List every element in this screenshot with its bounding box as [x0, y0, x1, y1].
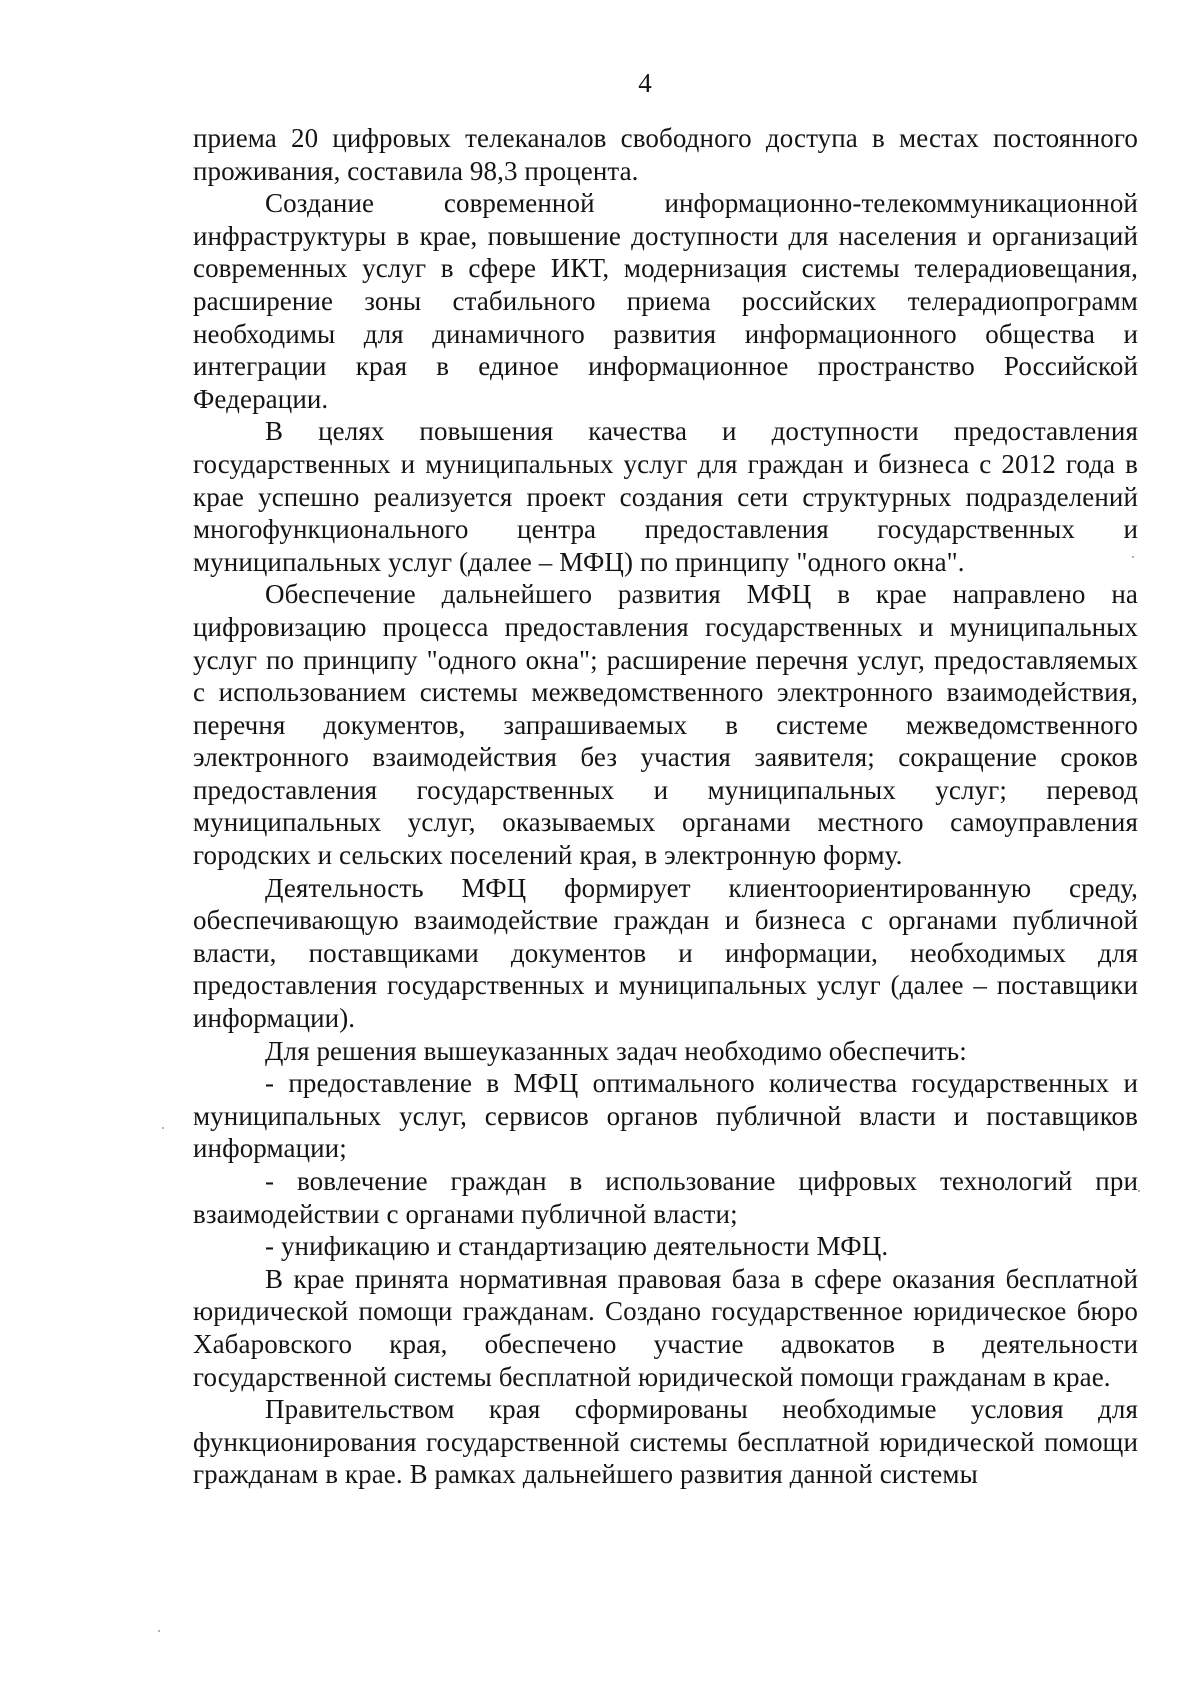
page-number: 4 — [638, 68, 652, 98]
scan-speck — [162, 1127, 164, 1129]
paragraph-tasks-intro: Для решения вышеуказанных задач необходимо обеспечить: — [265, 1035, 967, 1066]
paragraph-legal-aid-conditions: Правительством края сформированы необходимые условия для функционирования государственной системы бесплатной юридической помощи гражданам в крае. В рамках дальнейшего развития данной системы — [193, 1394, 1138, 1490]
paragraph-mfc-project: В целях повышения качества и доступности предоставления государственных и муниципальных услуг для граждан и бизнеса с 2012 года в крае успешно реализуется проект создания сети структурных подразделений многофункционального центра предоставления государственных и муниципальных услуг (далее – МФЦ) по принципу "одного окна". — [193, 416, 1138, 577]
paragraph-continuation: приема 20 цифровых телеканалов свободного доступа в местах постоянного проживания, составила 98,3 процента. — [193, 123, 1138, 186]
list-item-unification: - унификацию и стандартизацию деятельности МФЦ. — [265, 1231, 889, 1262]
list-item-digital-involvement: - вовлечение граждан в использование цифровых технологий при взаимодействии с органами публичной власти; — [193, 1166, 1138, 1229]
scan-speck — [158, 1630, 160, 1632]
paragraph-mfc-activity: Деятельность МФЦ формирует клиентоориентированную среду, обеспечивающую взаимодействие граждан и бизнеса с органами публичной власти, поставщиками документов и информации, необходимых для предоставления государственных и муниципальных услуг (далее – поставщики информации). — [193, 872, 1138, 1034]
paragraph-mfc-development: Обеспечение дальнейшего развития МФЦ в крае направлено на цифровизацию процесса предоставления государственных и муниципальных услуг по принципу "одного окна"; расширение перечня услуг, предоставляемых с использованием системы межведомственного электронного взаимодействия, перечня документов, запрашиваемых в системе межведомственного электронного взаимодействия без участия заявителя; сокращение сроков предоставления государственных и муниципальных услуг; перевод муниципальных услуг, оказываемых органами местного самоуправления городских и сельских поселений края, в электронную форму. — [193, 579, 1138, 871]
paragraph-ict-infrastructure: Создание современной информационно-телекоммуникационной инфраструктуры в крае, повышение доступности для населения и организаций современных услуг в сфере ИКТ, модернизация системы телерадиовещания, расширение зоны стабильного приема российских телерадиопрограмм необходимы для динамичного развития информационного общества и интеграции края в единое информационное пространство Российской Федерации. — [193, 188, 1138, 414]
scan-speck — [1138, 1190, 1140, 1192]
scan-speck — [1132, 556, 1134, 558]
list-item-services: - предоставление в МФЦ оптимального количества государственных и муниципальных услуг, сервисов органов публичной власти и поставщиков информации; — [193, 1068, 1138, 1164]
document-body — [193, 122, 1138, 1491]
paragraph-legal-aid-base: В крае принята нормативная правовая база в сфере оказания бесплатной юридической помощи гражданам. Создано государственное юридическое бюро Хабаровского края, обеспечено участие адвокатов в деятельности государственной системы бесплатной юридической помощи гражданам в крае. — [193, 1263, 1138, 1392]
